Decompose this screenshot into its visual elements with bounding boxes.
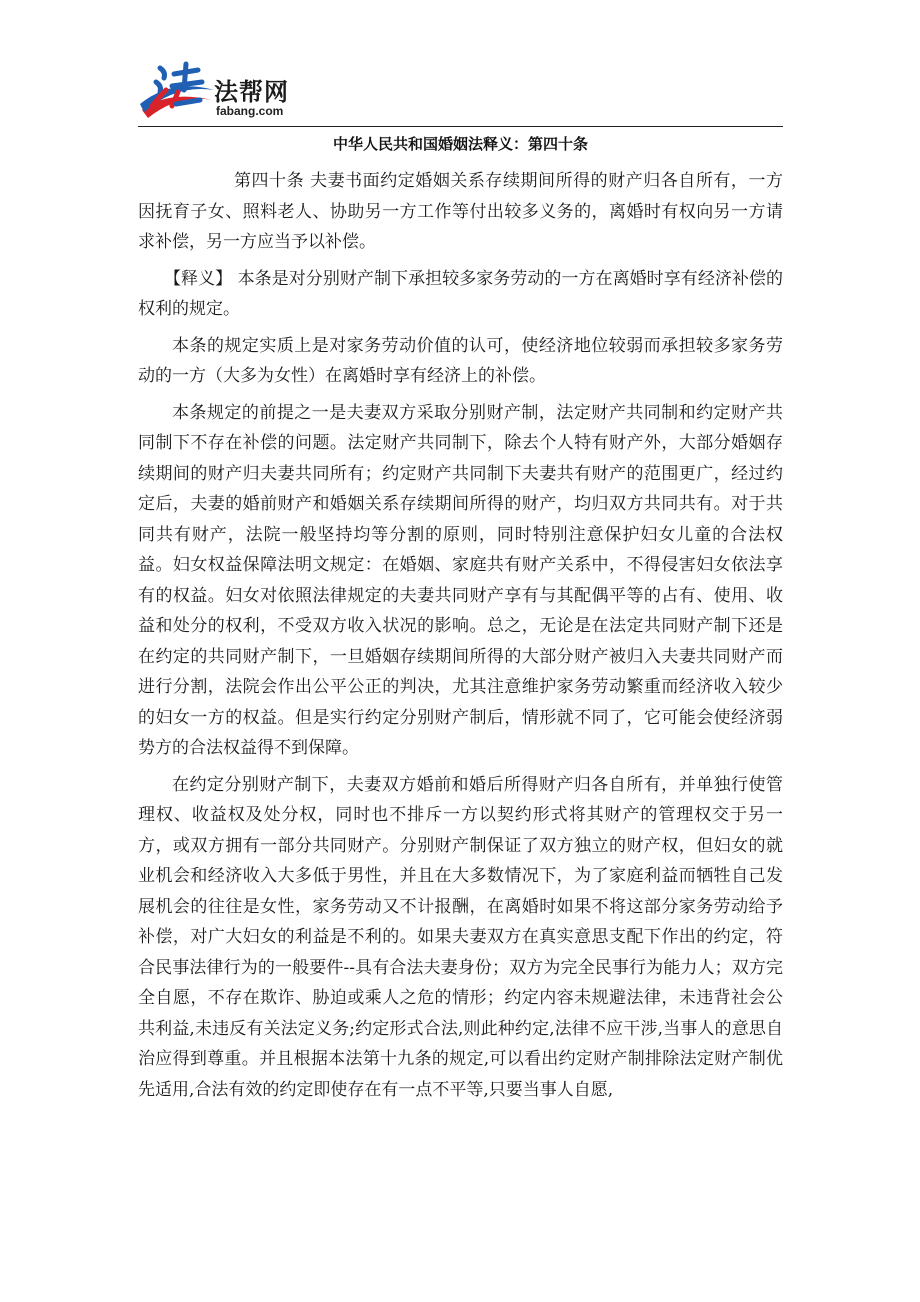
article-text: 第四十条 夫妻书面约定婚姻关系存续期间所得的财产归各自所有，一方因抚育子女、照料老人、协助另一方工作等付出较多义务的，离婚时有权向另一方请求补偿，另一方应当予以补偿。 (138, 171, 783, 252)
document-body (138, 166, 783, 1111)
body-paragraph: 在约定分别财产制下，夫妻双方婚前和婚后所得财产归各自所有，并单独行使管理权、收益权及处分权，同时也不排斥一方以契约形式将其财产的管理权交于另一方，或双方拥有一部分共同财产。分别财产制保证了双方独立的财产权，但妇女的就业机会和经济收入大多低于男性，并且在大多数情况下，为了家庭利益而牺牲自己发展机会的往往是女性，家务劳动又不计报酬，在离婚时如果不将这部分家务劳动给予补偿，对广大妇女的利益是不利的。如果夫妻双方在真实意思支配下作出的约定，符合民事法律行为的一般要件--具有合法夫妻身份；双方为完全民事行为能力人；双方完全自愿，不存在欺诈、胁迫或乘人之危的情形；约定内容未规避法律，未违背社会公共利益,未违反有关法定义务;约定形式合法,则此种约定,法律不应干涉,当事人的意思自治应得到尊重。并且根据本法第十九条的规定,可以看出约定财产制排除法定财产制优先适用,合法有效的约定即使存在有一点不平等,只要当事人自愿, (138, 774, 783, 1100)
document-title: 中华人民共和国婚姻法释义：第四十条 (332, 135, 588, 153)
site-logo[interactable] (138, 60, 308, 122)
logo-chinese-text: 法帮网 (214, 78, 289, 106)
body-paragraph: 本条的规定实质上是对家务劳动价值的认可，使经济地位较弱而承担较多家务劳动的一方（大多为女性）在离婚时享有经济上的补偿。 (138, 335, 783, 386)
interpretation-paragraph: 【释义】 本条是对分别财产制下承担较多家务劳动的一方在离婚时享有经济补偿的权利的规定。 (138, 268, 783, 319)
body-paragraph: 本条规定的前提之一是夫妻双方采取分别财产制，法定财产共同制和约定财产共同制下不存在补偿的问题。法定财产共同制下，除去个人特有财产外，大部分婚姻存续期间的财产归夫妻共同所有；约定财产共同制下夫妻共有财产的范围更广，经过约定后，夫妻的婚前财产和婚姻关系存续期间所得的财产，均归双方共同共有。对于共同共有财产，法院一般坚持均等分割的原则，同时特别注意保护妇女儿童的合法权益。妇女权益保障法明文规定：在婚姻、家庭共有财产关系中，不得侵害妇女依法享有的权益。妇女对依照法律规定的夫妻共同财产享有与其配偶平等的占有、使用、收益和处分的权利，不受双方收入状况的影响。总之，无论是在法定共同财产制下还是在约定的共同财产制下，一旦婚姻存续期间所得的大部分财产被归入夫妻共同财产而进行分割，法院会作出公平公正的判决，尤其注意维护家务劳动繁重而经济收入较少的妇女一方的权益。但是实行约定分别财产制后，情形就不同了，它可能会使经济弱势方的合法权益得不到保障。 (138, 402, 783, 758)
fabang-logo-icon (138, 60, 216, 122)
logo-domain-text: fabang.com (216, 104, 284, 118)
page-header (138, 58, 783, 127)
